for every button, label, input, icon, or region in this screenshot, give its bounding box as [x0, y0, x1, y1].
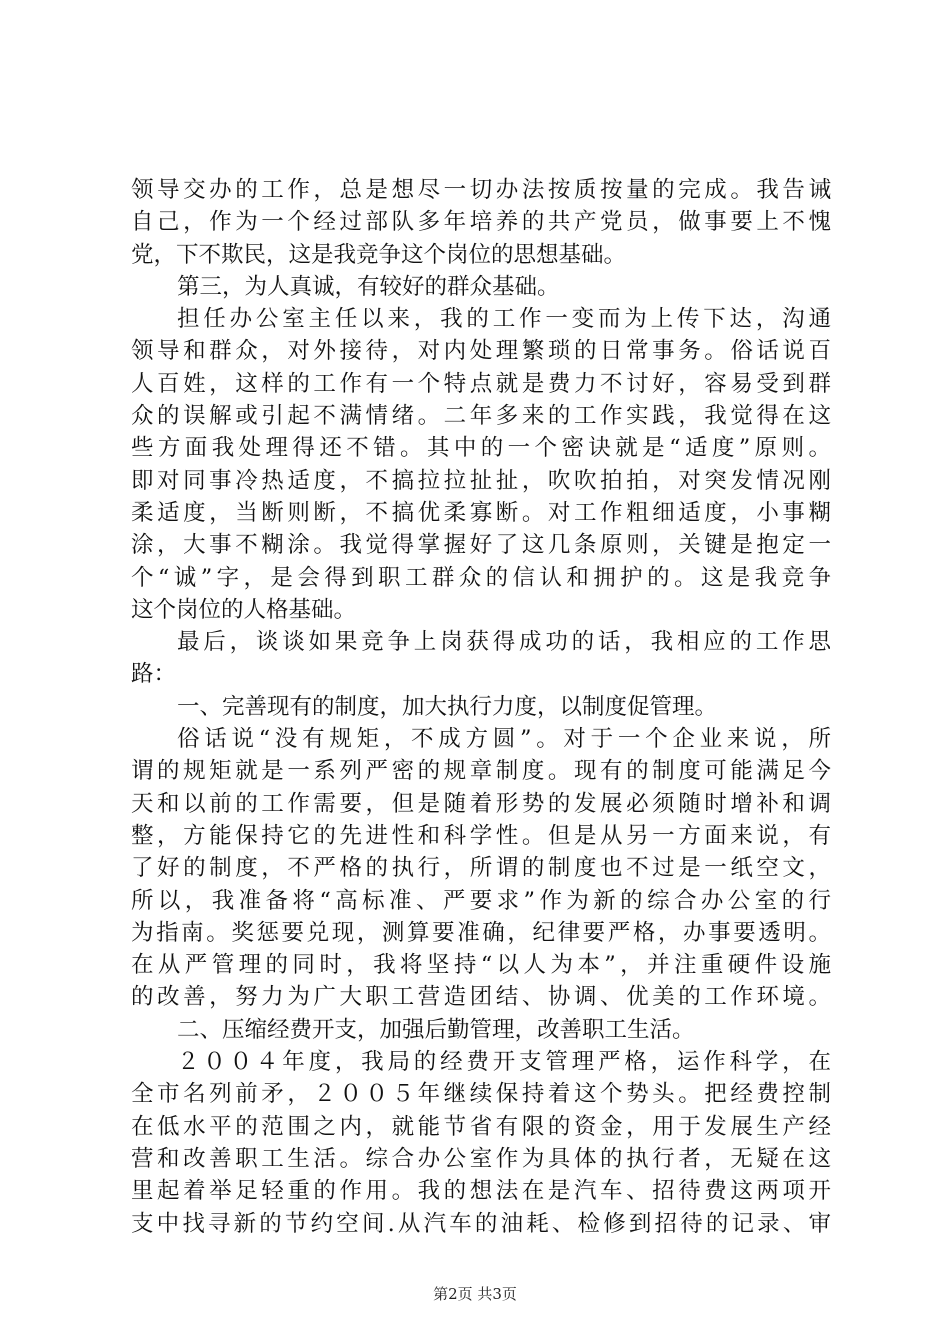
text-line: 人百姓，这样的工作有一个特点就是费力不讨好，容易受到群 — [131, 370, 831, 397]
text-line: 所以，我准备将“高标准、严要求”作为新的综合办公室的行 — [131, 887, 831, 914]
text-line: 在从严管理的同时，我将坚持“以人为本”，并注重硬件设施 — [131, 952, 831, 979]
text-line: 的改善，努力为广大职工营造团结、协调、优美的工作环境。 — [131, 984, 831, 1011]
text-line: 这个岗位的人格基础。 — [131, 596, 357, 623]
text-line: 全市名列前矛，２００５年继续保持着这个势头。把经费控制 — [131, 1081, 831, 1108]
text-line: 一、完善现有的制度，加大执行力度，以制度促管理。 — [177, 693, 718, 720]
text-line: 众的误解或引起不满情绪。二年多来的工作实践，我觉得在这 — [131, 403, 831, 430]
body-text — [131, 174, 831, 1240]
text-line: 支中找寻新的节约空间.从汽车的油耗、检修到招待的记录、审 — [131, 1210, 831, 1237]
text-line: 些方面我处理得还不错。其中的一个密诀就是“适度”原则。 — [131, 435, 831, 462]
text-line: 路： — [131, 661, 177, 688]
text-line: 了好的制度，不严格的执行，所谓的制度也不过是一纸空文， — [131, 855, 831, 882]
text-line: 二、压缩经费开支，加强后勤管理，改善职工生活。 — [177, 1016, 695, 1043]
text-line: 第三，为人真诚，有较好的群众基础。 — [177, 273, 560, 300]
page-number-footer: 第2页 共3页 — [433, 1285, 517, 1303]
text-line: 即对同事冷热适度，不搞拉拉扯扯，吹吹拍拍，对突发情况刚 — [131, 467, 831, 494]
text-line: 营和改善职工生活。综合办公室作为具体的执行者，无疑在这 — [131, 1145, 831, 1172]
text-line: 在低水平的范围之内，就能节省有限的资金，用于发展生产经 — [131, 1113, 831, 1140]
text-line: 担任办公室主任以来，我的工作一变而为上传下达，沟通 — [177, 306, 831, 333]
text-line: 柔适度，当断则断，不搞优柔寡断。对工作粗细适度，小事糊 — [131, 499, 831, 526]
text-line: 领导交办的工作，总是想尽一切办法按质按量的完成。我告诫 — [131, 177, 831, 203]
text-line: 里起着举足轻重的作用。我的想法在是汽车、招待费这两项开 — [131, 1178, 831, 1205]
text-line: 俗话说“没有规矩，不成方圆”。对于一个企业来说，所 — [177, 726, 831, 753]
text-line: 领导和群众，对外接待，对内处理繁琐的日常事务。俗话说百 — [131, 338, 831, 365]
text-line: 自己，作为一个经过部队多年培养的共产党员，做事要上不愧 — [131, 209, 831, 236]
text-line: 天和以前的工作需要，但是随着形势的发展必须随时增补和调 — [131, 790, 831, 817]
text-line: 谓的规矩就是一系列严密的规章制度。现有的制度可能满足今 — [131, 758, 831, 785]
text-line: 党，下不欺民，这是我竞争这个岗位的思想基础。 — [131, 241, 627, 268]
text-line: ２００４年度，我局的经费开支管理严格，运作科学，在 — [177, 1049, 831, 1076]
text-line: 整，方能保持它的先进性和科学性。但是从另一方面来说，有 — [131, 822, 831, 849]
text-line: 个“诚”字，是会得到职工群众的信认和拥护的。这是我竞争 — [131, 564, 831, 591]
text-line: 为指南。奖惩要兑现，测算要准确，纪律要严格，办事要透明。 — [131, 919, 831, 946]
text-line: 涂，大事不糊涂。我觉得掌握好了这几条原则，关键是抱定一 — [131, 532, 831, 559]
text-line: 最后，谈谈如果竞争上岗获得成功的话，我相应的工作思 — [177, 629, 831, 656]
